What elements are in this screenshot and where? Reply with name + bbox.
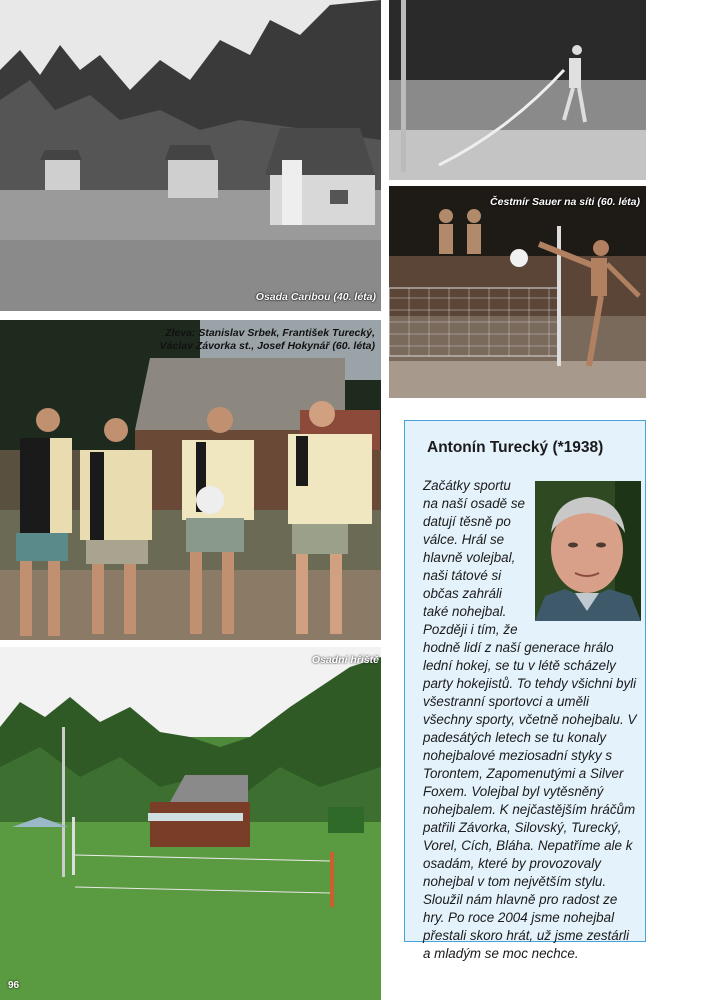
photo-cestmir-sauer	[389, 186, 646, 398]
caption-osadni-hriste: Osadní hřiště	[311, 654, 379, 666]
photo-osadni-hriste	[0, 647, 381, 1000]
photo-volleyball-beach	[389, 0, 646, 180]
bio-box	[404, 420, 646, 961]
page-number: 96	[8, 980, 20, 991]
caption-osada-caribou: Osada Caribou (40. léta)	[255, 291, 376, 303]
portrait-antonin-turecky	[535, 481, 641, 621]
caption-cestmir-sauer: Čestmír Sauer na síti (60. léta)	[490, 196, 640, 208]
bio-text-block	[423, 477, 637, 963]
photo-four-players	[0, 320, 381, 640]
bio-text: Začátky sportu na naší osadě se datují těsně po válce. Hrál se hlavně volejbal, naši tátové si občas zahráli také nohejbal. Později i tím, že hodně lidí z naší generace hrálo lední hokej, se tu v létě scházely party hokejistů. To tehdy všichni byli všestranní sportovci a uměli všechny sporty, včetně nohejbalu. V padesátých letech se tu konaly nohejbalové meziosadní styky s Torontem, Zapomenutými a Silver Foxem. Volejbal byl vytěsněný nohejbalem. K nejčastějším hráčům patřili Závorka, Silovský, Turecký, Vorel, Cích, Bláha. Nepatříme ale k osadám, které by provozovaly nohejbal v tom největším stylu. Sloužil nám hlavně pro radost ze hry. Po roce 2004 jsme nohejbal přestali skoro hrát, už jsme zestárli a mladým se moc nechce.	[423, 478, 637, 961]
caption-four-players: Zleva: Stanislav Srbek, František Turecký, Václav Závorka st., Josef Hokynář (60. léta)	[159, 327, 375, 352]
bio-title: Antonín Turecký (*1938)	[427, 439, 604, 456]
photo-osada-caribou	[0, 0, 381, 311]
